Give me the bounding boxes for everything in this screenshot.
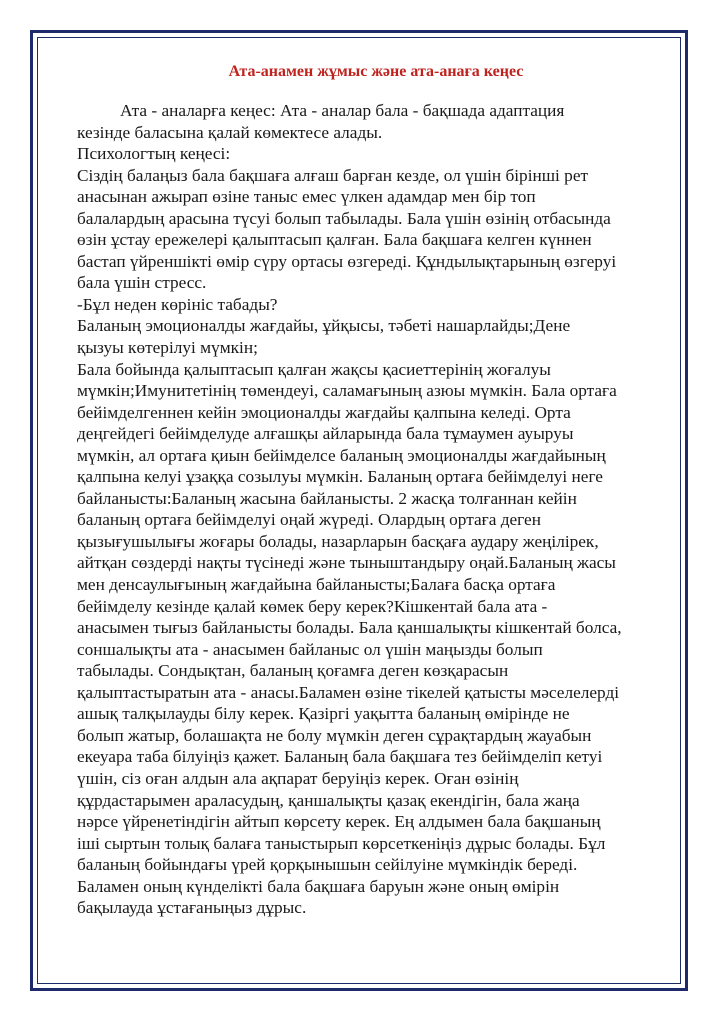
text-line: анасынан ажырап өзіне таныс емес үлкен адамдар мен бір топ [77, 187, 536, 207]
document-title: Ата-анамен жұмыс және ата-анаға кеңес [228, 63, 524, 80]
text-line: Ата - аналарға кеңес: Ата - аналар бала - бақшада адаптация [120, 101, 565, 120]
text-line: бейімделгеннен кейін эмоционалды жағдайы қалпына келеді. Орта [77, 402, 571, 422]
document-body [77, 100, 675, 919]
text-line: Баламен оның күнделікті бала бақшаға баруын және оның өмірін [77, 876, 560, 896]
text-line: үшін, сіз оған алдын ала ақпарат беруіңіз керек. Оған өзінің [77, 768, 519, 788]
text-line: Сіздің балаңыз бала бақшаға алғаш барған кезде, ол үшін бірінші рет [77, 165, 589, 185]
text-line: кезінде баласына қалай көмектесе алады. [77, 122, 383, 142]
text-line: екеуара таба білуіңіз қажет. Баланың бала бақшаға тез бейімделіп кетуі [77, 747, 603, 767]
text-line: айтқан сөздерді нақты түсінеді және тыныштандыру оңай.Баланың жасы [77, 553, 616, 573]
text-line: -Бұл неден көрініс табады? [77, 294, 278, 314]
text-line: Баланың эмоционалды жағдайы, ұйқысы, тәбеті нашарлайды;Дене [77, 316, 571, 336]
text-line: табылады. Сондықтан, баланың қоғамға деген көзқарасын [77, 661, 509, 681]
text-line: қалыптастыратын ата - анасы.Баламен өзіне тікелей қатысты мәселелерді [77, 682, 620, 702]
text-line: Психологтың кеңесі: [77, 144, 231, 164]
text-line: құрдастарымен араласудың, қаншалықты қазақ екендігін, бала жаңа [77, 790, 580, 810]
text-line: балалардың арасына түсуі болып табылады. Бала үшін өзінің отбасында [77, 208, 611, 228]
text-line: байланысты:Баланың жасына байланысты. 2 жасқа толғаннан кейін [77, 488, 577, 508]
text-line: анасымен тығыз байланысты болады. Бала қаншалықты кішкентай болса, [77, 618, 622, 638]
document-content [77, 62, 675, 919]
text-line: баланың бойындағы үрей қорқынышын сейілуіне мүмкіндік береді. [77, 855, 578, 875]
text-line: мүмкін, ал ортаға қиын бейімделсе баланың эмоционалды жағдайының [77, 445, 606, 465]
text-line: қалпына келуі ұзаққа созылуы мүмкін. Баланың ортаға бейімделуі неге [77, 467, 603, 487]
text-line: нәрсе үйренетіндігін айтып көрсету керек. Ең алдымен бала бақшаның [77, 812, 601, 832]
text-line: қызығушылығы жоғары болады, назарларын басқаға аудару жеңілірек, [77, 531, 599, 551]
text-line: бейімделу кезінде қалай көмек беру керек?Кішкентай бала ата - [77, 596, 548, 616]
text-line: қызуы көтерілуі мүмкін; [77, 338, 258, 358]
text-line: бала үшін стресс. [77, 273, 207, 293]
text-line: соншалықты ата - анасымен байланыс ол үшін маңызды болып [77, 639, 543, 659]
text-line: іші сыртын толық балаға таныстырып көрсеткеніңіз дұрыс болады. Бұл [77, 833, 606, 853]
text-line: деңгейдегі бейімделуде алғашқы айларында бала тұмаумен ауыруы [77, 424, 574, 444]
text-line: Бала бойында қалыптасып қалған жақсы қасиеттерінің жоғалуы [77, 359, 551, 379]
text-line: мүмкін;Имунитетінің төмендеуі, саламағының азюы мүмкін. Бала ортаға [77, 381, 617, 401]
text-line: баланың ортаға бейімделуі оңай жүреді. Олардың ортаға деген [77, 510, 541, 530]
text-line: ашық талқылауды білу керек. Қазіргі уақытта баланың өмірінде не [77, 704, 570, 724]
text-line: бақылауда ұстағаныңыз дұрыс. [77, 898, 307, 918]
text-line: болып жатыр, болашақта не болу мүмкін деген сұрақтардың жауабын [77, 725, 592, 745]
text-line: бастап үйреншікті өмір сүру ортасы өзгереді. Құндылықтарының өзгеруі [77, 251, 617, 271]
text-line: мен денсаулығының жағдайына байланысты;Балаға басқа ортаға [77, 575, 556, 595]
text-line: өзін ұстау ережелері қалыптасып қалған. Бала бақшаға келген күннен [77, 230, 592, 250]
